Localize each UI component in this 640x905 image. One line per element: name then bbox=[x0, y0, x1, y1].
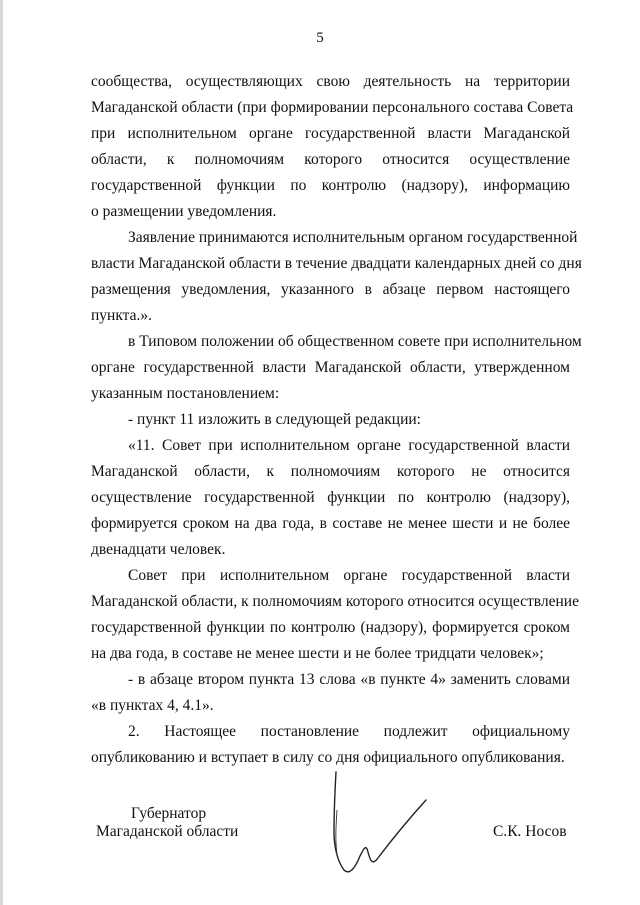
text-line: Заявление принимаются исполнительным органом государственной bbox=[128, 229, 578, 246]
text-line: опубликованию и вступает в силу со дня официального опубликования. bbox=[91, 749, 565, 766]
text-line: государственной функции по контролю (надзору), формируется сроком bbox=[91, 619, 570, 636]
handwritten-signature bbox=[320, 770, 440, 890]
text-line: осуществление государственной функции по контролю (надзору), bbox=[91, 489, 570, 506]
text-line: государственной функции по контролю (надзору), информацию bbox=[91, 177, 570, 194]
page-number: 5 bbox=[316, 30, 324, 46]
text-line: в Типовом положении об общественном совете при исполнительном bbox=[128, 333, 582, 350]
text-line: на два года, в составе не менее шести и не более тридцати человек»; bbox=[91, 645, 544, 662]
text-line: власти Магаданской области в течение двадцати календарных дней со дня bbox=[91, 255, 582, 272]
text-line: - пункт 11 изложить в следующей редакции: bbox=[128, 411, 421, 428]
signatory-title-line1: Губернатор bbox=[131, 805, 207, 822]
text-line: Совет при исполнительном органе государственной власти bbox=[128, 567, 570, 584]
text-line: указанным постановлением: bbox=[91, 385, 280, 402]
signatory-name: С.К. Носов bbox=[493, 823, 567, 840]
text-line: формируется сроком на два года, в составе не менее шести и не более bbox=[91, 515, 570, 532]
text-line: области, к полномочиям которого относится осуществление bbox=[91, 151, 570, 168]
text-line: Магаданской области (при формировании персонального состава Совета bbox=[91, 99, 574, 116]
signatory-title-line2: Магаданской области bbox=[96, 823, 239, 840]
scan-edge bbox=[0, 0, 3, 905]
text-line: - в абзаце втором пункта 13 слова «в пункте 4» заменить словами bbox=[128, 671, 570, 688]
text-line: «11. Совет при исполнительном органе государственной власти bbox=[128, 437, 570, 454]
text-line: сообщества, осуществляющих свою деятельность на территории bbox=[91, 73, 570, 90]
text-line: органе государственной власти Магаданской области, утвержденном bbox=[91, 359, 570, 376]
text-line: при исполнительном органе государственной власти Магаданской bbox=[91, 125, 570, 142]
text-line: размещения уведомления, указанного в абзаце первом настоящего bbox=[91, 281, 570, 298]
text-line: двенадцати человек. bbox=[91, 541, 226, 558]
text-line: 2. Настоящее постановление подлежит официальному bbox=[128, 723, 570, 740]
text-line: пункта.». bbox=[91, 307, 153, 324]
text-line: о размещении уведомления. bbox=[91, 203, 277, 220]
text-line: «в пунктах 4, 4.1». bbox=[91, 697, 214, 714]
text-line: Магаданской области, к полномочиям которого не относится bbox=[91, 463, 570, 480]
text-line: Магаданской области, к полномочиям которого относится осуществление bbox=[91, 593, 579, 610]
